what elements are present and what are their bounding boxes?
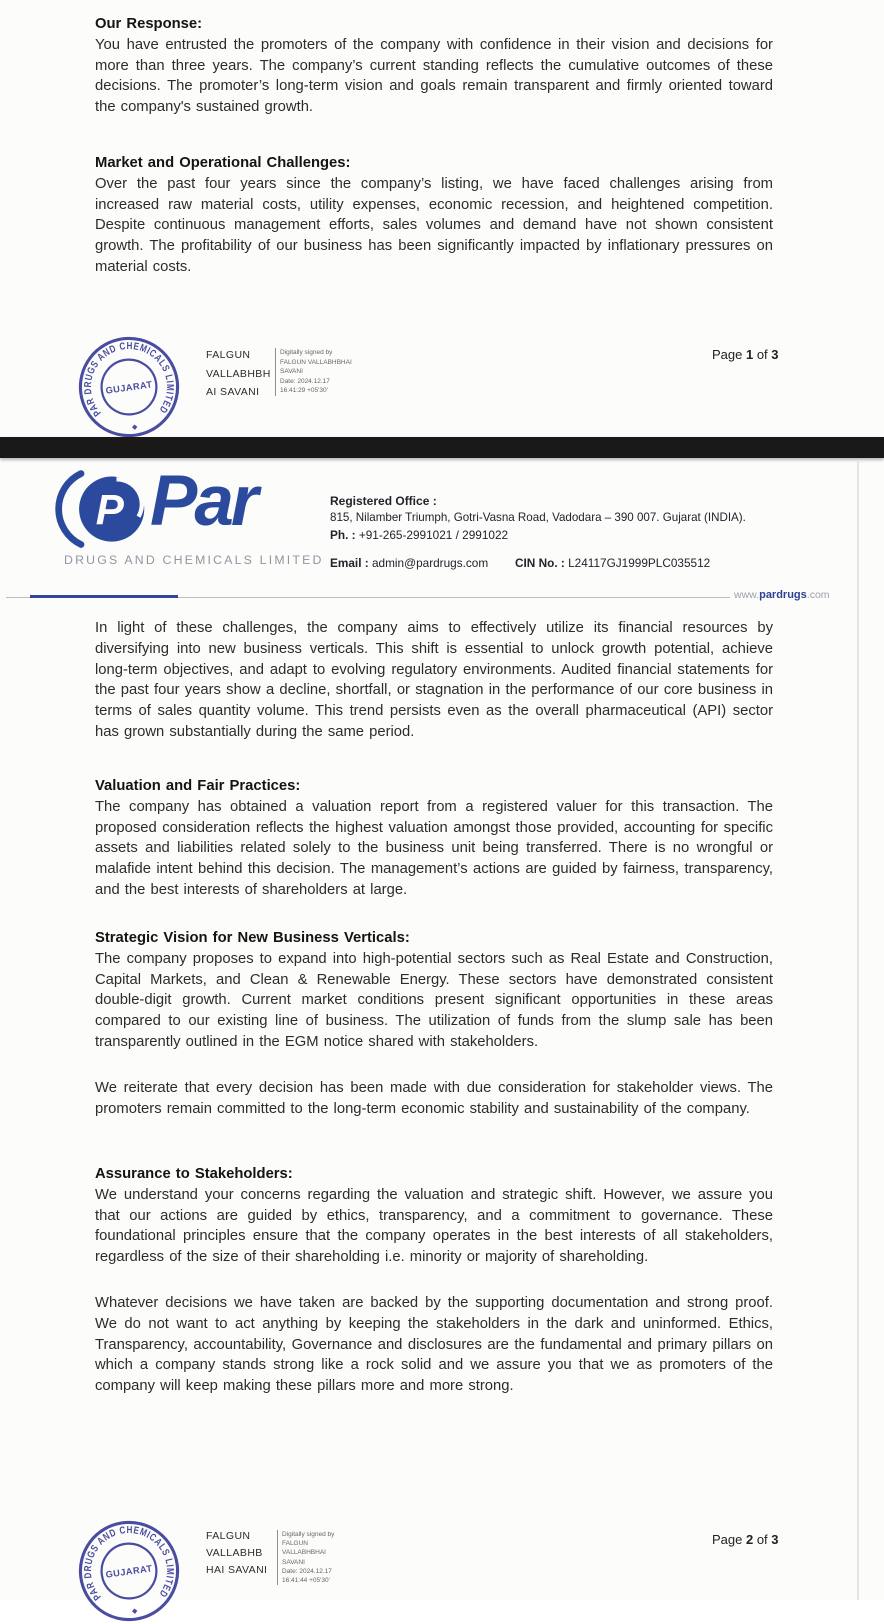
cert-line: 16:41:29 +05'30'	[280, 387, 328, 395]
section-heading: Valuation and Fair Practices:	[95, 778, 301, 794]
signatory-name	[206, 1528, 274, 1579]
section-heading: Our Response:	[95, 16, 203, 32]
section-paragraph: We reiterate that every decision has been made with due consideration for stakeholder views. The promoters remain committed to the long-term economic stability and sustainability of the company.	[95, 1080, 773, 1117]
page-total: 3	[771, 347, 779, 362]
header-divider-accent	[30, 595, 178, 598]
signatory-name-line: VALLABHBH	[206, 367, 271, 380]
company-round-stamp	[76, 334, 182, 440]
section-paragraph: In light of these challenges, the company aims to effectively utilize its financial resources by diversifying into new business verticals. This shift is essential to unlock growth potential, achieve long-term objectives, and adapt to evolving regulatory environments. Audited financial statements for the past four years show a decline, shortfall, or stagnation in the performance of our core business in terms of sales quantity volume. This trend persists even as the overall pharmaceutical (API) sector has grown substantially during the same period.	[95, 620, 773, 740]
stamp-ring-text: PAR DRUGS AND CHEMICALS LIMITED	[82, 340, 176, 419]
phone-value: +91-265-2991021 / 2991022	[358, 528, 509, 542]
svg-text:PAR DRUGS AND CHEMICALS LIMITE	[77, 1519, 179, 1610]
signatory-name-line: AI SAVANI	[206, 386, 260, 398]
section-assurance	[95, 1164, 773, 1268]
cert-line: VALLABHBHAI	[282, 1549, 326, 1557]
section-valuation	[95, 776, 773, 901]
email-value: admin@pardrugs.com	[371, 556, 489, 570]
section-paragraph: We understand your concerns regarding the valuation and strategic shift. However, we assure you that our actions are guided by ethics, transparency, and a commitment to governance. These foundational principles ensure that the company operates in the best interests of all stakeholders, regardless of the size of their shareholding i.e. minority or majority of shareholding.	[95, 1186, 773, 1266]
website-www: www.	[734, 589, 760, 601]
page-total: 3	[771, 1532, 779, 1547]
paragraph-in-light	[95, 618, 773, 743]
stamp-center-text: GUJARAT	[105, 379, 154, 396]
cert-line: Date: 2024.12.17	[282, 1567, 332, 1575]
section-paragraph: Over the past four years since the company’s listing, we have faced challenges arising from increased raw material costs, utility expenses, economic recession, and heightened competition. Despite continuous management efforts, sales volumes and demand have not shown consistent growth. The profitability of our business has been significantly impacted by inflationary pressures on material costs.	[95, 175, 773, 275]
paragraph-reiterate	[95, 1078, 773, 1120]
website-url	[734, 589, 830, 601]
email-label: Email :	[330, 556, 372, 570]
par-logo-icon	[58, 468, 150, 552]
section-paragraph: The company proposes to expand into high-potential sectors such as Real Estate and Construction, Capital Markets, and Clean & Renewable Energy. These sectors have demonstrated consistent double-digit growth. Current market conditions present significant opportunities in these areas compared to our existing line of business. The utilization of funds from the slump sale has been transparently outlined in the EGM notice shared with stakeholders.	[95, 950, 773, 1050]
section-strategic-vision	[95, 928, 773, 1053]
logo-p-letter: P	[95, 486, 124, 534]
cin-value: L24117GJ1999PLC035512	[568, 556, 711, 570]
section-heading: Strategic Vision for New Business Verticals:	[95, 930, 410, 946]
section-heading: Assurance to Stakeholders:	[95, 1166, 293, 1182]
signatory-name-line: FALGUN	[206, 349, 251, 361]
website-name: pardrugs	[759, 589, 807, 601]
section-our-response	[95, 14, 773, 118]
section-paragraph: The company has obtained a valuation report from a registered valuer for this transaction. The proposed consideration reflects the highest valuation amongst those provided, accounting for specific assets and liabilities related solely to the business unit being transferred. There is no wrongful or malafide intent behind this decision. The management’s actions are guided by fairness, transparency, and the best interests of shareholders at large.	[95, 798, 773, 898]
section-heading: Market and Operational Challenges:	[95, 155, 351, 171]
page-num: 2	[745, 1532, 754, 1547]
registered-office-label: Registered Office :	[330, 494, 437, 508]
cin-group	[515, 556, 710, 570]
cert-line: FALGUN	[282, 1540, 309, 1548]
stamp-ring-text: PAR DRUGS AND CHEMICALS LIMITED	[82, 1524, 176, 1603]
cert-line: Digitally signed by	[280, 349, 333, 356]
signatory-name-line: HAI SAVANI	[206, 1564, 268, 1576]
cert-line: FALGUN VALLABHBHAI	[280, 358, 352, 366]
cin-label: CIN No. :	[515, 556, 569, 570]
stamp-diamond-icon: ◆	[131, 1607, 138, 1616]
digital-signature-page2	[206, 1528, 334, 1585]
section-paragraph: You have entrusted the promoters of the company with confidence in their vision and decisions for more than three years. The company’s current standing reflects the cumulative outcomes of these decisions. The promoter’s long-term vision and goals remain transparent and firmly oriented toward the company's sustained growth.	[95, 36, 773, 116]
section-market-challenges	[95, 153, 773, 278]
page-of: of	[753, 347, 772, 362]
signature-certificate-details	[275, 348, 352, 396]
phone-label: Ph. :	[330, 528, 359, 542]
page-word: Page	[712, 347, 746, 362]
signatory-name	[206, 346, 272, 402]
section-paragraph: Whatever decisions we have taken are backed by the supporting documentation and strong proof. We do not want to act anything by keeping the stakeholders in the dark and uninformed. Ethics, Transparency, accountability, Governance and disclosures are the fundamental and primary pillars on which a company stands strong like a rock solid and we assure you that we as promoters of the company will keep making these pillars more and more strong.	[95, 1295, 773, 1395]
scan-edge-shadow	[857, 460, 859, 1600]
cert-line: 16:41:44 +05'30'	[282, 1577, 330, 1585]
stamp-center-text: GUJARAT	[105, 1563, 154, 1580]
page-word: Page	[712, 1532, 746, 1547]
cert-line: SAVANI	[282, 1558, 305, 1566]
stamp-diamond-icon: ◆	[131, 423, 138, 432]
svg-text:PAR DRUGS AND CHEMICALS LIMITE	[77, 335, 179, 426]
page-of: of	[753, 1532, 772, 1547]
email-cin-row	[330, 556, 770, 570]
page-number-2	[712, 1532, 779, 1547]
paragraph-whatever-decisions	[95, 1293, 773, 1397]
company-round-stamp	[76, 1518, 182, 1624]
page-separator-bar	[0, 437, 884, 458]
page-number-1	[712, 347, 779, 362]
signature-certificate-details	[277, 1530, 334, 1585]
website-tld: .com	[806, 589, 830, 601]
registered-office-address: 815, Nilamber Triumph, Gotri-Vasna Road, Vadodara – 390 007. Gujarat (INDIA).	[330, 511, 746, 524]
cert-line: Date: 2024.12.17	[280, 377, 330, 385]
logo-wordmark: Par	[150, 462, 256, 541]
cert-line: SAVANI	[280, 368, 303, 376]
phone-line	[330, 528, 508, 542]
signatory-name-line: FALGUN	[206, 1530, 251, 1542]
page-num: 1	[745, 347, 754, 362]
logo-subtitle: DRUGS AND CHEMICALS LIMITED	[64, 553, 324, 567]
digital-signature-page1	[206, 346, 352, 402]
cert-line: Digitally signed by	[282, 1531, 335, 1538]
signatory-name-line: VALLABHB	[206, 1547, 263, 1559]
